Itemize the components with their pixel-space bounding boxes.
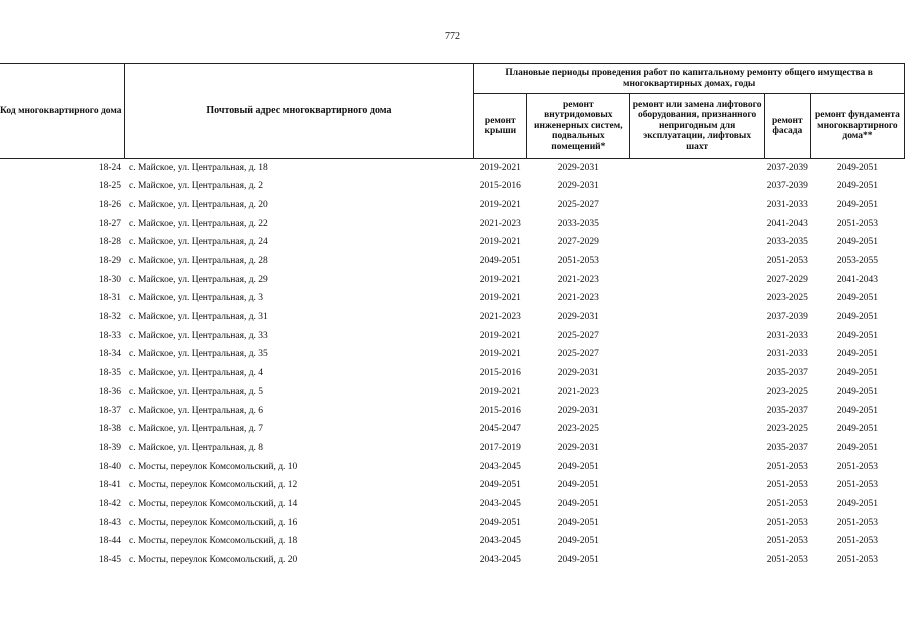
cell-code: 18-31 [98, 293, 121, 304]
cell-facade: 2023-2025 [766, 386, 808, 397]
cell-foundation: 2049-2051 [836, 498, 879, 509]
cell-systems: 2029-2031 [557, 405, 599, 416]
cell-systems: 2029-2031 [557, 312, 599, 323]
cell-roof: 2019-2021 [479, 274, 521, 285]
cell-code: 18-42 [98, 498, 121, 509]
cell-roof: 2019-2021 [479, 237, 521, 248]
cell-code: 18-27 [98, 218, 121, 229]
header-systems: ремонт внутридомовых инженерных систем, подвальных помещений* [527, 94, 630, 159]
cell-code: 18-40 [98, 461, 121, 472]
table-row [0, 271, 905, 290]
table-row [0, 177, 905, 196]
cell-elevator [630, 252, 764, 271]
cell-roof: 2049-2051 [479, 517, 521, 528]
table-row [0, 308, 905, 327]
cell-roof: 2043-2045 [479, 498, 521, 509]
cell-roof: 2021-2023 [479, 312, 521, 323]
cell-foundation: 2049-2051 [836, 349, 879, 360]
cell-elevator [630, 383, 764, 402]
cell-roof: 2045-2047 [479, 424, 521, 435]
cell-address: с. Майское, ул. Центральная, д. 29 [129, 274, 268, 285]
cell-roof: 2019-2021 [479, 330, 521, 341]
cell-address: с. Майское, ул. Центральная, д. 35 [129, 349, 268, 360]
cell-elevator [630, 327, 764, 346]
cell-systems: 2049-2051 [557, 498, 599, 509]
cell-facade: 2031-2033 [766, 199, 808, 210]
cell-roof: 2021-2023 [479, 218, 521, 229]
cell-code: 18-43 [98, 517, 121, 528]
cell-facade: 2033-2035 [766, 237, 808, 248]
cell-address: с. Майское, ул. Центральная, д. 33 [129, 330, 268, 341]
cell-systems: 2049-2051 [557, 555, 599, 566]
cell-elevator [630, 215, 764, 234]
cell-systems: 2029-2031 [557, 181, 599, 192]
table-body [0, 159, 905, 570]
cell-elevator [630, 401, 764, 420]
cell-foundation: 2049-2051 [836, 293, 879, 304]
cell-address: с. Майское, ул. Центральная, д. 24 [129, 237, 268, 248]
cell-foundation: 2041-2043 [836, 274, 879, 285]
cell-foundation: 2049-2051 [836, 199, 879, 210]
cell-address: с. Майское, ул. Центральная, д. 22 [129, 218, 268, 229]
cell-roof: 2015-2016 [479, 405, 521, 416]
cell-facade: 2051-2053 [766, 517, 808, 528]
cell-facade: 2023-2025 [766, 424, 808, 435]
cell-address: с. Майское, ул. Центральная, д. 2 [129, 181, 264, 192]
table-row [0, 439, 905, 458]
cell-facade: 2051-2053 [766, 461, 808, 472]
table-row [0, 551, 905, 570]
cell-roof: 2015-2016 [479, 368, 521, 379]
table-row [0, 364, 905, 383]
cell-facade: 2031-2033 [766, 330, 808, 341]
cell-facade: 2037-2039 [766, 181, 808, 192]
cell-foundation: 2049-2051 [836, 424, 879, 435]
cell-roof: 2017-2019 [479, 442, 521, 453]
cell-elevator [630, 420, 764, 439]
cell-elevator [630, 514, 764, 533]
cell-address: с. Мосты, переулок Комсомольский, д. 16 [129, 517, 298, 528]
cell-facade: 2041-2043 [766, 218, 808, 229]
cell-foundation: 2049-2051 [836, 237, 879, 248]
cell-foundation: 2051-2053 [836, 480, 879, 491]
header-code [0, 64, 124, 159]
cell-facade: 2035-2037 [766, 368, 808, 379]
cell-code: 18-25 [98, 181, 121, 192]
cell-systems: 2027-2029 [557, 237, 599, 248]
cell-foundation: 2051-2053 [836, 218, 879, 229]
cell-address: с. Майское, ул. Центральная, д. 5 [129, 386, 264, 397]
table-row [0, 458, 905, 477]
cell-facade: 2051-2053 [766, 480, 808, 491]
cell-code: 18-24 [98, 162, 121, 173]
cell-foundation: 2049-2051 [836, 312, 879, 323]
cell-systems: 2021-2023 [557, 293, 599, 304]
table-row [0, 327, 905, 346]
cell-systems: 2049-2051 [557, 517, 599, 528]
cell-facade: 2051-2053 [766, 256, 808, 267]
cell-elevator [630, 159, 764, 178]
cell-roof: 2019-2021 [479, 162, 521, 173]
cell-foundation: 2051-2053 [836, 536, 879, 547]
cell-roof: 2019-2021 [479, 293, 521, 304]
cell-foundation: 2049-2051 [836, 442, 879, 453]
cell-address: с. Майское, ул. Центральная, д. 28 [129, 256, 268, 267]
cell-roof: 2015-2016 [479, 181, 521, 192]
cell-roof: 2049-2051 [479, 256, 521, 267]
cell-code: 18-39 [98, 442, 121, 453]
cell-systems: 2023-2025 [557, 424, 599, 435]
cell-facade: 2051-2053 [766, 536, 808, 547]
cell-facade: 2037-2039 [766, 162, 808, 173]
cell-code: 18-30 [98, 274, 121, 285]
cell-address: с. Майское, ул. Центральная, д. 8 [129, 442, 264, 453]
cell-code: 18-26 [98, 199, 121, 210]
cell-facade: 2051-2053 [766, 498, 808, 509]
cell-elevator [630, 364, 764, 383]
table-row [0, 383, 905, 402]
cell-roof: 2019-2021 [479, 386, 521, 397]
cell-address: с. Майское, ул. Центральная, д. 7 [129, 424, 264, 435]
cell-elevator [630, 551, 764, 570]
cell-address: с. Майское, ул. Центральная, д. 6 [129, 405, 264, 416]
table-row [0, 289, 905, 308]
table-header [0, 64, 905, 159]
cell-facade: 2035-2037 [766, 442, 808, 453]
cell-address: с. Мосты, переулок Комсомольский, д. 14 [129, 498, 298, 509]
cell-systems: 2021-2023 [557, 386, 599, 397]
cell-address: с. Мосты, переулок Комсомольский, д. 12 [129, 480, 298, 491]
cell-foundation: 2049-2051 [836, 162, 879, 173]
table-row [0, 495, 905, 514]
cell-foundation: 2049-2051 [836, 330, 879, 341]
table-row [0, 252, 905, 271]
cell-facade: 2031-2033 [766, 349, 808, 360]
cell-code: 18-45 [98, 555, 121, 566]
header-facade: ремонт фасада [764, 94, 810, 159]
cell-code: 18-44 [98, 536, 121, 547]
cell-systems: 2029-2031 [557, 368, 599, 379]
table-row [0, 215, 905, 234]
cell-code: 18-41 [98, 480, 121, 491]
cell-code: 18-29 [98, 256, 121, 267]
header-roof: ремонт крыши [474, 94, 527, 159]
cell-systems: 2051-2053 [557, 256, 599, 267]
cell-foundation: 2049-2051 [836, 181, 879, 192]
table-row [0, 420, 905, 439]
table-row [0, 476, 905, 495]
cell-address: с. Мосты, переулок Комсомольский, д. 10 [129, 461, 298, 472]
capital-repair-table [0, 63, 905, 570]
cell-elevator [630, 458, 764, 477]
cell-systems: 2029-2031 [557, 162, 599, 173]
cell-roof: 2019-2021 [479, 199, 521, 210]
cell-roof: 2019-2021 [479, 349, 521, 360]
table-row [0, 532, 905, 551]
page-number: 772 [445, 31, 460, 42]
cell-roof: 2049-2051 [479, 480, 521, 491]
header-group-planned-periods: Плановые периоды проведения работ по капитальному ремонту общего имущества в многоквартирных домах, годы [474, 64, 905, 94]
cell-systems: 2025-2027 [557, 330, 599, 341]
table-row [0, 401, 905, 420]
cell-systems: 2033-2035 [557, 218, 599, 229]
cell-systems: 2049-2051 [557, 461, 599, 472]
cell-foundation: 2051-2053 [836, 555, 879, 566]
cell-code: 18-37 [98, 405, 121, 416]
cell-systems: 2049-2051 [557, 536, 599, 547]
cell-elevator [630, 495, 764, 514]
cell-roof: 2043-2045 [479, 555, 521, 566]
cell-facade: 2051-2053 [766, 555, 808, 566]
table-row [0, 159, 905, 178]
cell-facade: 2027-2029 [766, 274, 808, 285]
cell-elevator [630, 271, 764, 290]
cell-foundation: 2049-2051 [836, 405, 879, 416]
table-row [0, 514, 905, 533]
cell-facade: 2037-2039 [766, 312, 808, 323]
cell-address: с. Майское, ул. Центральная, д. 3 [129, 293, 264, 304]
cell-systems: 2025-2027 [557, 349, 599, 360]
cell-foundation: 2051-2053 [836, 461, 879, 472]
cell-elevator [630, 308, 764, 327]
cell-systems: 2029-2031 [557, 442, 599, 453]
cell-elevator [630, 233, 764, 252]
cell-foundation: 2053-2055 [836, 256, 879, 267]
cell-address: с. Майское, ул. Центральная, д. 20 [129, 199, 268, 210]
cell-code: 18-28 [98, 237, 121, 248]
cell-foundation: 2049-2051 [836, 386, 879, 397]
cell-elevator [630, 532, 764, 551]
cell-code: 18-38 [98, 424, 121, 435]
cell-elevator [630, 289, 764, 308]
cell-address: с. Майское, ул. Центральная, д. 4 [129, 368, 264, 379]
cell-systems: 2049-2051 [557, 480, 599, 491]
cell-code: 18-32 [98, 312, 121, 323]
cell-address: с. Майское, ул. Центральная, д. 18 [129, 162, 268, 173]
cell-address: с. Майское, ул. Центральная, д. 31 [129, 312, 268, 323]
cell-elevator [630, 196, 764, 215]
cell-elevator [630, 345, 764, 364]
cell-foundation: 2051-2053 [836, 517, 879, 528]
capital-repair-table-container [0, 63, 905, 570]
cell-code: 18-33 [98, 330, 121, 341]
cell-facade: 2023-2025 [766, 293, 808, 304]
header-address: Почтовый адрес многоквартирного дома [124, 64, 474, 159]
header-foundation: ремонт фундамента многоквартирного дома** [810, 94, 904, 159]
cell-elevator [630, 476, 764, 495]
cell-code: 18-35 [98, 368, 121, 379]
cell-systems: 2025-2027 [557, 199, 599, 210]
cell-facade: 2035-2037 [766, 405, 808, 416]
table-row [0, 345, 905, 364]
cell-foundation: 2049-2051 [836, 368, 879, 379]
cell-elevator [630, 439, 764, 458]
header-elevator: ремонт или замена лифтового оборудования, признанного непригодным для эксплуатации, лифтовых шахт [630, 94, 764, 159]
cell-address: с. Мосты, переулок Комсомольский, д. 18 [129, 536, 298, 547]
cell-systems: 2021-2023 [557, 274, 599, 285]
cell-address: с. Мосты, переулок Комсомольский, д. 20 [129, 555, 298, 566]
cell-roof: 2043-2045 [479, 461, 521, 472]
table-row [0, 233, 905, 252]
cell-roof: 2043-2045 [479, 536, 521, 547]
header-code-text: Код многоквартирного дома [0, 105, 122, 116]
cell-code: 18-34 [98, 349, 121, 360]
cell-elevator [630, 177, 764, 196]
table-row [0, 196, 905, 215]
cell-code: 18-36 [98, 386, 121, 397]
